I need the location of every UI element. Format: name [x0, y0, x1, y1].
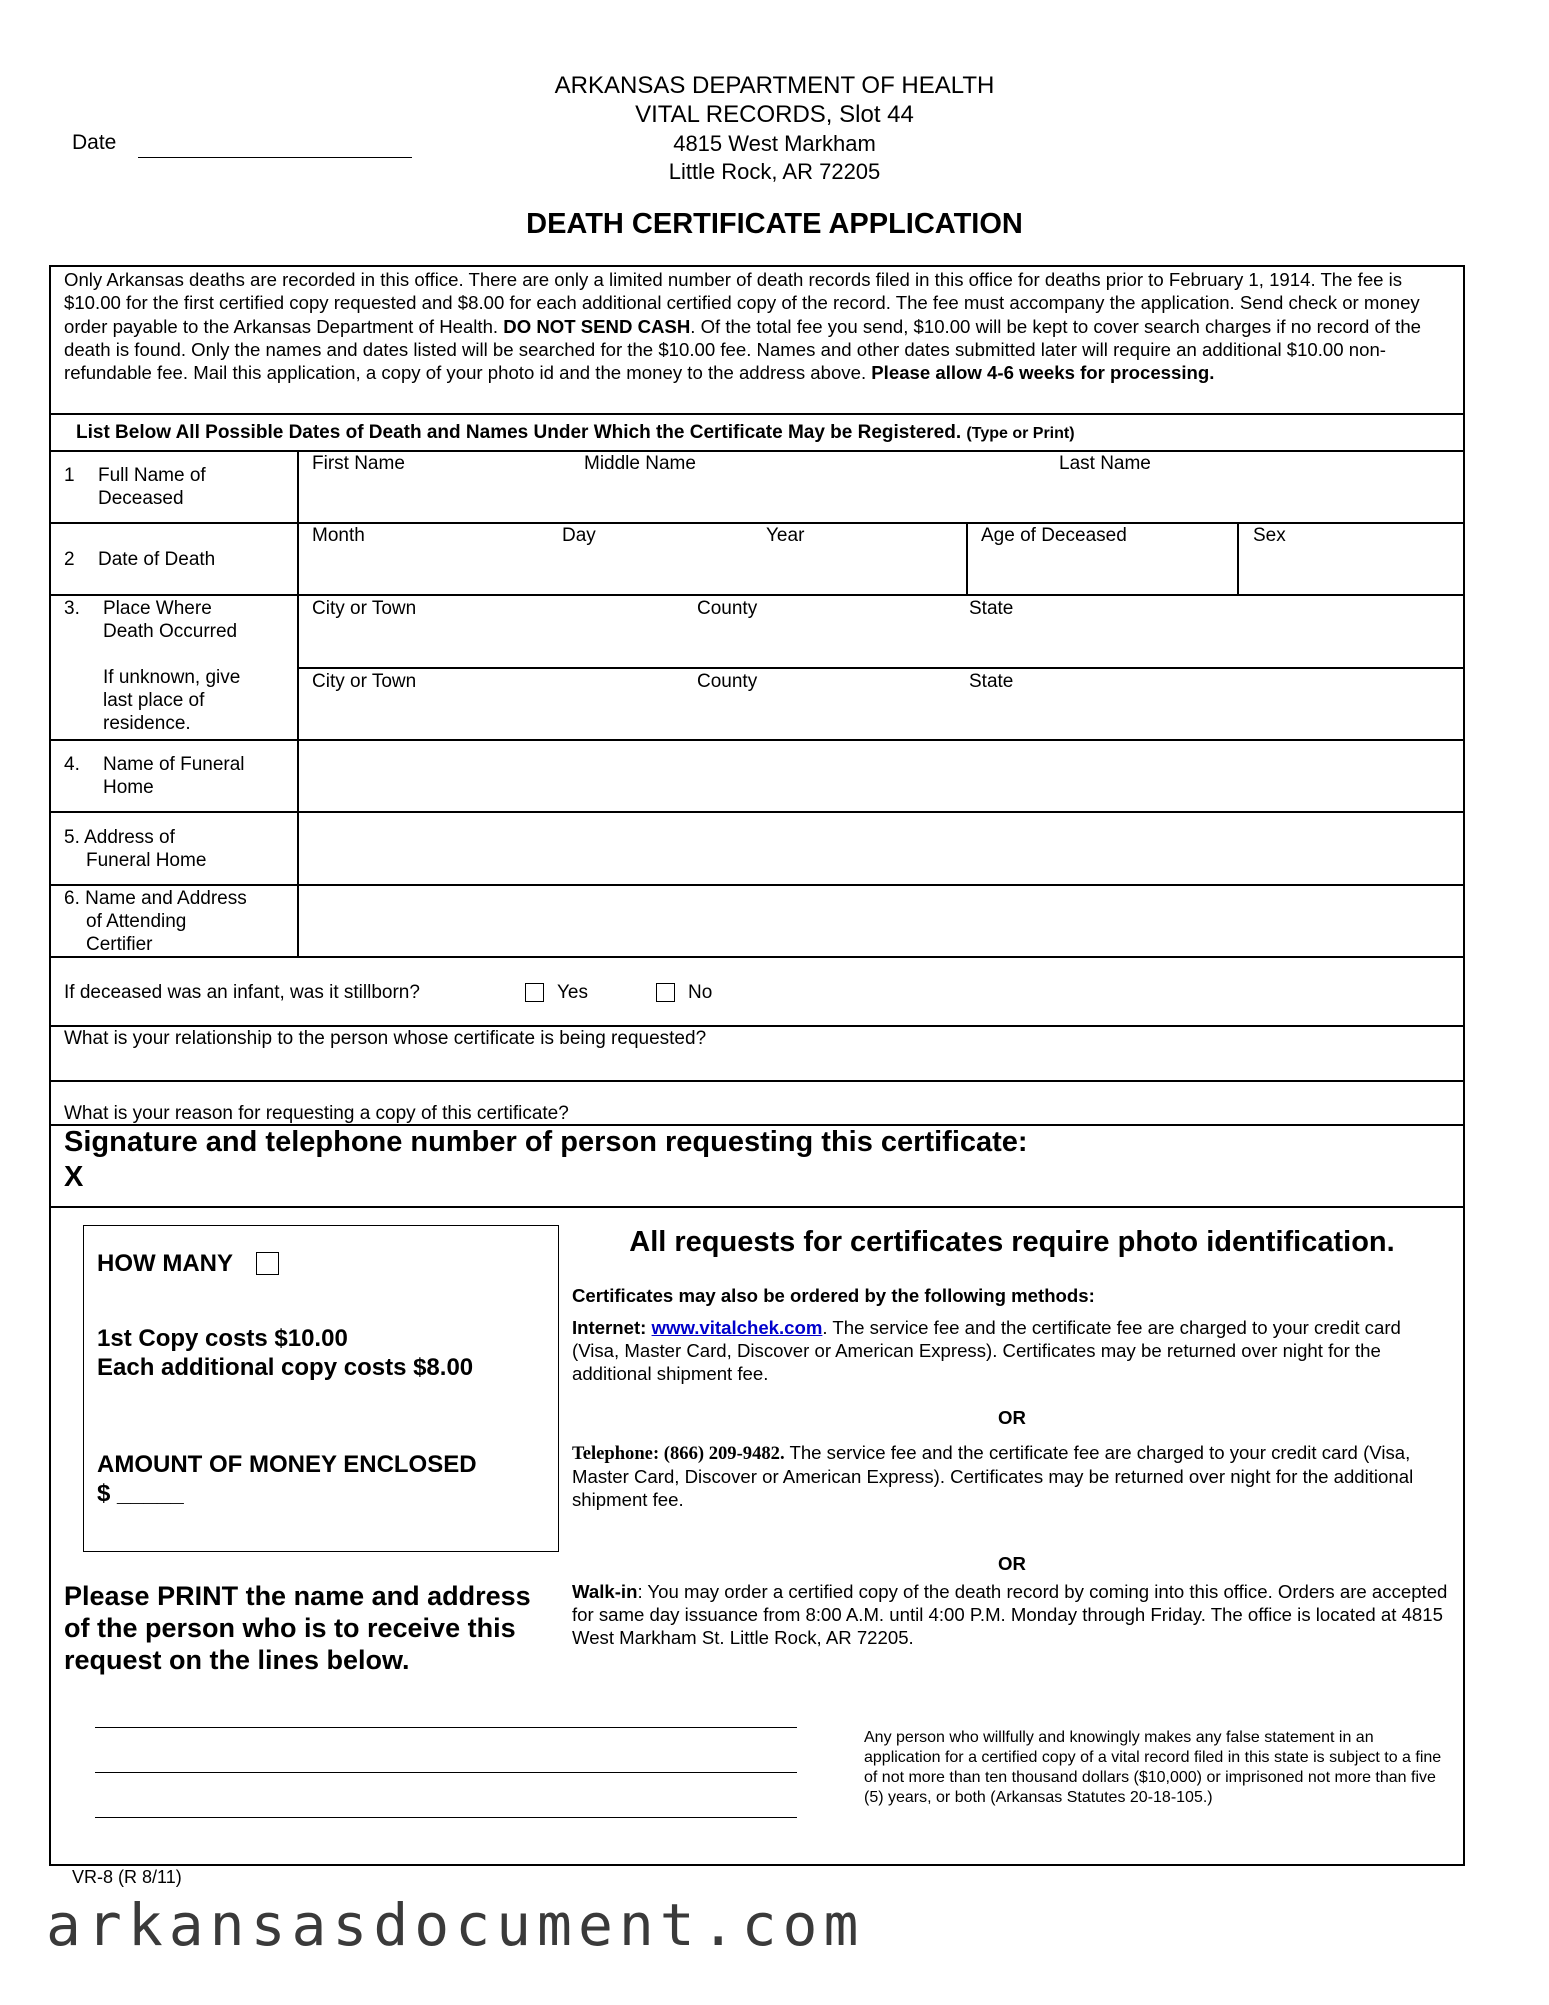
death-state-field[interactable]: State [969, 598, 1014, 619]
frame-left [49, 265, 51, 1865]
page-title: DEATH CERTIFICATE APPLICATION [526, 208, 1023, 240]
amount-enclosed-field[interactable]: $ _____ [97, 1480, 184, 1507]
certifier-field[interactable] [300, 887, 1462, 955]
signature-x-mark[interactable]: X [64, 1161, 84, 1193]
walkin-method: Walk-in: You may order a certified copy of the death record by coming into this office. Orders are accepted for same day issuance from 8:00 A.M. until 4:00 P.M. Monday through Friday. The office is located at 4815 West Markham St. Little Rock, AR 72205. [572, 1581, 1448, 1648]
vitalchek-link[interactable]: www.vitalchek.com [651, 1317, 823, 1338]
form-code: VR-8 (R 8/11) [72, 1867, 182, 1887]
no-checkbox[interactable] [656, 983, 675, 1002]
residence-city-field[interactable]: City or Town [312, 671, 417, 692]
additional-copy-cost: Each additional copy costs $8.00 [97, 1354, 474, 1381]
print-prompt: Please PRINT the name and address [64, 1581, 531, 1611]
row3-label: Place Where [103, 598, 212, 619]
year-field[interactable]: Year [766, 525, 805, 546]
date-label: Date [72, 131, 117, 154]
death-county-field[interactable]: County [697, 598, 758, 619]
age-field[interactable]: Age of Deceased [981, 525, 1127, 546]
office-name: VITAL RECORDS, Slot 44 [635, 101, 914, 128]
list-header: List Below All Possible Dates of Death and Names Under Which the Certificate May be Registered. (Type or Print) [76, 422, 1075, 443]
internet-method: Internet: www.vitalchek.com. The service fee and the certificate fee are charged to your credit card (Visa, Master Card, Discover or American Express). Certificates may be returned over night for the additional shipment fee. [572, 1317, 1401, 1384]
yes-label: Yes [557, 982, 588, 1003]
photo-id-notice: All requests for certificates require photo identification. [629, 1226, 1395, 1258]
yes-checkbox[interactable] [525, 983, 544, 1002]
month-field[interactable]: Month [312, 525, 365, 546]
first-name-field[interactable]: First Name [312, 453, 405, 474]
recipient-line-3[interactable] [95, 1817, 797, 1818]
instructions-paragraph: Only Arkansas deaths are recorded in this office. There are only a limited number of death records filed in this office for deaths prior to February 1, 1914. The fee is $10.00 for the first certified copy requested and $8.00 for each additional certified copy of the record. The fee must accompany the application. Send check or money order payable to the Arkansas Department of Health. DO NOT SEND CASH. Of the total fee you send, $10.00 will be kept to cover search charges if no record of the death is found. Only the names and dates listed will be searched for the $10.00 fee. Names and other dates submitted later will require an additional $10.00 non-refundable fee. Mail this application, a copy of your photo id and the money to the address above. Please allow 4-6 weeks for processing. [64, 269, 1422, 384]
how-many-box[interactable] [256, 1252, 279, 1275]
agency-name: ARKANSAS DEPARTMENT OF HEALTH [554, 72, 995, 99]
first-copy-cost: 1st Copy costs $10.00 [97, 1325, 348, 1352]
signature-label: Signature and telephone number of person requesting this certificate: [64, 1126, 1028, 1158]
sex-field[interactable]: Sex [1253, 525, 1286, 546]
relationship-question[interactable]: What is your relationship to the person whose certificate is being requested? [64, 1028, 707, 1049]
frame-top [49, 265, 1465, 267]
frame-bottom [49, 1864, 1465, 1866]
residence-county-field[interactable]: County [697, 671, 758, 692]
row4-label: Name of Funeral [103, 754, 245, 775]
how-many-label: HOW MANY [97, 1250, 233, 1277]
false-statement-warning: Any person who willfully and knowingly makes any false statement in an application for a certified copy of a vital record filed in this state is subject to a fine of not more than ten thousand dollars ($10,000) or imprisoned not more than five (5) years, or both (Arkansas Statutes 20-18-105.) [864, 1729, 1442, 1806]
no-label: No [688, 982, 713, 1003]
or-separator-1: OR [998, 1407, 1026, 1428]
watermark-text: arkansasdocument.com [46, 1891, 865, 1959]
office-city: Little Rock, AR 72205 [668, 159, 881, 184]
reason-question[interactable]: What is your reason for requesting a copy of this certificate? [64, 1103, 569, 1124]
last-name-field[interactable]: Last Name [1059, 453, 1151, 474]
or-separator-2: OR [998, 1553, 1026, 1574]
row6-label: 6. Name and Address [64, 888, 247, 909]
stillborn-question: If deceased was an infant, was it stillborn? [64, 982, 420, 1003]
middle-name-field[interactable]: Middle Name [584, 453, 696, 474]
funeral-address-field[interactable] [300, 814, 1462, 882]
frame-right [1463, 265, 1465, 1865]
office-street: 4815 West Markham [673, 131, 876, 156]
recipient-line-1[interactable] [95, 1727, 797, 1728]
telephone-method: Telephone: (866) 209-9482. The service fee and the certificate fee are charged to your credit card (Visa, Master Card, Discover or American Express). Certificates may be returned over night for the additional shipment fee. [572, 1442, 1414, 1510]
residence-state-field[interactable]: State [969, 671, 1014, 692]
funeral-home-field[interactable] [300, 742, 1462, 810]
death-city-field[interactable]: City or Town [312, 598, 417, 619]
row5-label: 5. Address of [64, 827, 175, 848]
amount-enclosed-label: AMOUNT OF MONEY ENCLOSED [97, 1451, 477, 1478]
day-field[interactable]: Day [562, 525, 596, 546]
row1-label: Full Name of [98, 465, 206, 486]
recipient-line-2[interactable] [95, 1772, 797, 1773]
methods-intro: Certificates may also be ordered by the following methods: [572, 1285, 1095, 1306]
row2-label: Date of Death [98, 549, 216, 570]
